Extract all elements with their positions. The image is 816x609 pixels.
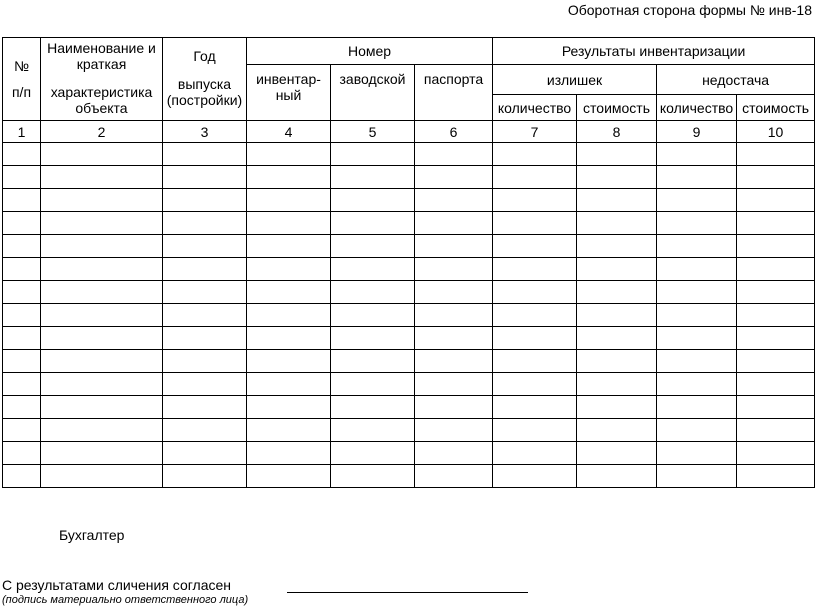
header-index-line2: п/п [11,84,32,100]
column-number: 5 [331,121,415,143]
signature-line[interactable] [287,592,528,593]
table-cell[interactable] [657,327,737,350]
table-cell[interactable] [577,212,657,235]
table-cell[interactable] [41,235,163,258]
table-cell[interactable] [3,258,41,281]
table-cell[interactable] [577,465,657,488]
table-cell[interactable] [737,166,815,189]
header-number-group: Номер [247,38,493,65]
table-cell[interactable] [3,327,41,350]
table-cell[interactable] [493,235,577,258]
table-cell[interactable] [657,143,737,166]
table-cell[interactable] [247,396,331,419]
table-cell[interactable] [331,189,415,212]
table-row [3,235,815,258]
table-cell[interactable] [3,143,41,166]
table-cell[interactable] [415,373,493,396]
table-cell[interactable] [493,442,577,465]
header-year-line1: Год [193,48,216,64]
table-cell[interactable] [493,465,577,488]
table-cell[interactable] [3,465,41,488]
table-cell[interactable] [163,465,247,488]
header-name-line2: характеристика объекта [50,84,153,116]
table-cell[interactable] [331,143,415,166]
table-cell[interactable] [247,212,331,235]
table-cell[interactable] [657,304,737,327]
table-cell[interactable] [493,304,577,327]
table-cell[interactable] [3,281,41,304]
table-row [3,189,815,212]
table-cell[interactable] [577,166,657,189]
table-cell[interactable] [415,304,493,327]
table-cell[interactable] [331,235,415,258]
table-cell[interactable] [163,212,247,235]
table-cell[interactable] [737,327,815,350]
table-cell[interactable] [493,396,577,419]
header-index [3,38,41,121]
table-cell[interactable] [737,189,815,212]
table-cell[interactable] [737,465,815,488]
table-cell[interactable] [657,212,737,235]
table-cell[interactable] [331,442,415,465]
table-row [3,350,815,373]
table-cell[interactable] [331,350,415,373]
table-cell[interactable] [163,235,247,258]
header-shortage: недостача [657,65,815,95]
table-cell[interactable] [737,212,815,235]
table-cell[interactable] [247,189,331,212]
column-number: 10 [737,121,815,143]
header-name [41,38,163,121]
table-cell[interactable] [41,419,163,442]
table-cell[interactable] [577,396,657,419]
table-cell[interactable] [163,166,247,189]
table-cell[interactable] [737,442,815,465]
table-cell[interactable] [247,350,331,373]
table-cell[interactable] [163,258,247,281]
table-cell[interactable] [247,442,331,465]
table-cell[interactable] [577,258,657,281]
table-cell[interactable] [657,419,737,442]
header-name-line1: Наименование и краткая [47,40,156,72]
signature-caption: (подпись материально ответственного лица) [2,594,249,606]
table-cell[interactable] [247,235,331,258]
table-cell[interactable] [737,258,815,281]
table-row [3,212,815,235]
table-row [3,465,815,488]
header-surplus-cost: стоимость [577,95,657,121]
table-cell[interactable] [577,189,657,212]
table-cell[interactable] [657,373,737,396]
table-cell[interactable] [41,166,163,189]
table-cell[interactable] [163,304,247,327]
accountant-label: Бухгалтер [59,527,125,543]
table-row [3,373,815,396]
table-cell[interactable] [415,258,493,281]
table-cell[interactable] [3,235,41,258]
table-cell[interactable] [415,442,493,465]
table-cell[interactable] [415,166,493,189]
table-cell[interactable] [3,396,41,419]
table-cell[interactable] [737,396,815,419]
table-cell[interactable] [577,143,657,166]
column-number: 7 [493,121,577,143]
table-cell[interactable] [493,143,577,166]
table-row [3,281,815,304]
table-cell[interactable] [247,281,331,304]
table-cell[interactable] [41,189,163,212]
header-passport-no: паспорта [415,65,493,121]
table-cell[interactable] [577,235,657,258]
header-results-group: Результаты инвентаризации [493,38,815,65]
table-cell[interactable] [3,166,41,189]
table-cell[interactable] [493,212,577,235]
column-number: 8 [577,121,657,143]
table-cell[interactable] [247,258,331,281]
table-cell[interactable] [657,235,737,258]
table-cell[interactable] [415,212,493,235]
table-cell[interactable] [331,166,415,189]
table-cell[interactable] [657,166,737,189]
table-cell[interactable] [3,212,41,235]
table-cell[interactable] [577,350,657,373]
table-row [3,396,815,419]
table-cell[interactable] [737,235,815,258]
table-cell[interactable] [331,212,415,235]
table-cell[interactable] [331,258,415,281]
table-cell[interactable] [737,419,815,442]
table-row [3,143,815,166]
table-cell[interactable] [415,396,493,419]
table-cell[interactable] [415,189,493,212]
table-cell[interactable] [493,189,577,212]
table-cell[interactable] [3,189,41,212]
inventory-table [2,37,815,488]
table-row [3,258,815,281]
header-factory-no: заводской [331,65,415,121]
column-number: 2 [41,121,163,143]
agreement-label: С результатами сличения согласен [2,577,232,593]
table-cell[interactable] [331,304,415,327]
column-number-row [3,121,815,143]
table-cell[interactable] [415,350,493,373]
table-cell[interactable] [163,281,247,304]
table-cell[interactable] [493,327,577,350]
table-cell[interactable] [41,396,163,419]
header-inventory-no: инвентар-ный [247,65,331,121]
table-cell[interactable] [657,465,737,488]
table-cell[interactable] [577,304,657,327]
table-cell[interactable] [737,143,815,166]
table-cell[interactable] [577,419,657,442]
table-cell[interactable] [247,304,331,327]
header-year [163,38,247,121]
table-cell[interactable] [415,419,493,442]
table-cell[interactable] [415,327,493,350]
table-row [3,166,815,189]
table-cell[interactable] [331,373,415,396]
table-cell[interactable] [657,258,737,281]
column-number: 1 [3,121,41,143]
column-number: 3 [163,121,247,143]
table-cell[interactable] [41,465,163,488]
table-cell[interactable] [493,350,577,373]
empty-rows [3,143,815,488]
table-cell[interactable] [41,442,163,465]
table-cell[interactable] [493,373,577,396]
table-cell[interactable] [331,327,415,350]
table-cell[interactable] [415,143,493,166]
header-shortage-quantity: количество [657,95,737,121]
table-cell[interactable] [415,281,493,304]
table-cell[interactable] [657,350,737,373]
table-cell[interactable] [3,419,41,442]
table-cell[interactable] [657,281,737,304]
table-cell[interactable] [737,304,815,327]
table-cell[interactable] [3,442,41,465]
table-cell[interactable] [331,281,415,304]
table-cell[interactable] [737,281,815,304]
table-cell[interactable] [163,189,247,212]
table-cell[interactable] [493,166,577,189]
table-cell[interactable] [577,442,657,465]
table-cell[interactable] [41,258,163,281]
table-cell[interactable] [163,350,247,373]
table-cell[interactable] [493,281,577,304]
table-cell[interactable] [577,373,657,396]
table-cell[interactable] [247,465,331,488]
table-cell[interactable] [41,212,163,235]
header-shortage-cost: стоимость [737,95,815,121]
header-row-1 [3,38,815,65]
table-cell[interactable] [41,143,163,166]
form-title: Оборотная сторона формы № инв-18 [567,2,812,18]
column-number: 6 [415,121,493,143]
table-cell[interactable] [163,396,247,419]
table-cell[interactable] [331,419,415,442]
table-cell[interactable] [657,189,737,212]
table-cell[interactable] [163,442,247,465]
table-cell[interactable] [415,465,493,488]
table-cell[interactable] [493,258,577,281]
table-cell[interactable] [331,465,415,488]
header-year-line2: выпуска (постройки) [166,76,243,108]
header-surplus-quantity: количество [493,95,577,121]
table-cell[interactable] [331,396,415,419]
table-cell[interactable] [3,350,41,373]
table-cell[interactable] [163,143,247,166]
column-number: 4 [247,121,331,143]
table-cell[interactable] [657,396,737,419]
table-cell[interactable] [41,373,163,396]
table-cell[interactable] [247,166,331,189]
table-cell[interactable] [3,304,41,327]
table-cell[interactable] [247,373,331,396]
table-cell[interactable] [247,419,331,442]
table-row [3,304,815,327]
table-row [3,442,815,465]
table-cell[interactable] [577,281,657,304]
table-cell[interactable] [163,419,247,442]
table-cell[interactable] [247,327,331,350]
table-cell[interactable] [415,235,493,258]
table-cell[interactable] [493,419,577,442]
table-cell[interactable] [41,350,163,373]
table-cell[interactable] [41,281,163,304]
table-cell[interactable] [163,327,247,350]
table-cell[interactable] [247,143,331,166]
column-number: 9 [657,121,737,143]
table-row [3,419,815,442]
table-cell[interactable] [737,350,815,373]
table-cell[interactable] [41,327,163,350]
table-cell[interactable] [657,442,737,465]
table-cell[interactable] [41,304,163,327]
table-cell[interactable] [3,373,41,396]
header-index-line1: № [13,58,30,74]
table-cell[interactable] [577,327,657,350]
header-surplus: излишек [493,65,657,95]
table-row [3,327,815,350]
table-cell[interactable] [163,373,247,396]
table-cell[interactable] [737,373,815,396]
